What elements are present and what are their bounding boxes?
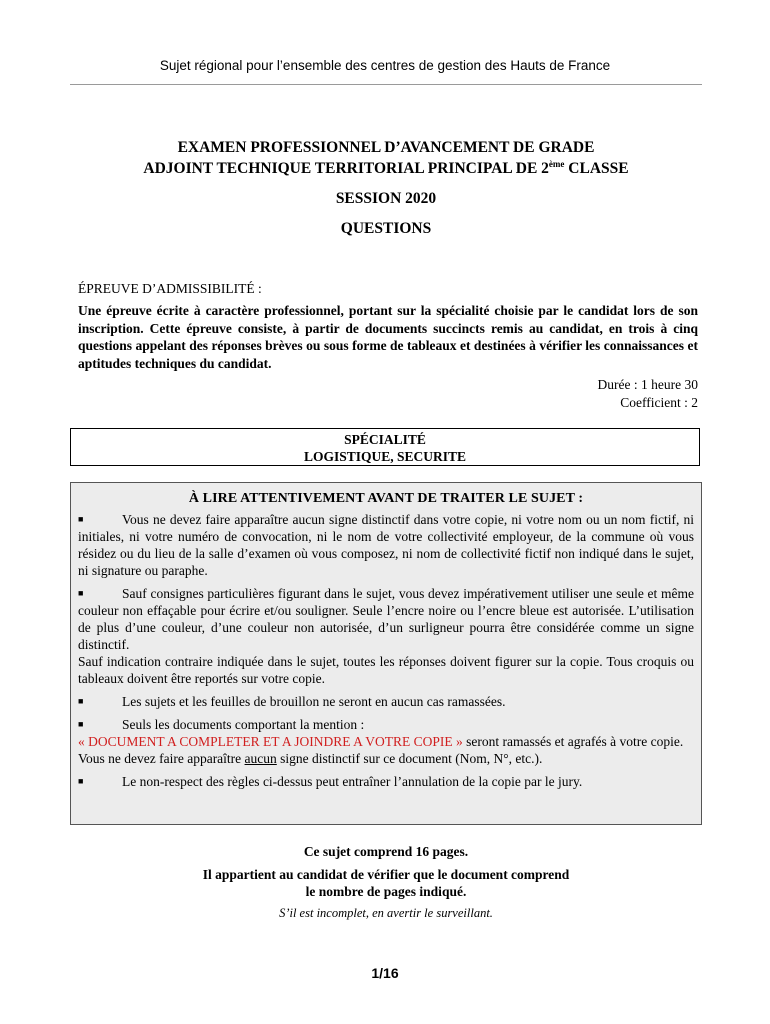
exam-title-line2 xyxy=(70,158,702,179)
exam-duration: Durée : 1 heure 30 xyxy=(597,377,698,392)
instruction-text: Sauf indication contraire indiquée dans le sujet, toutes les réponses doivent figurer sur la copie. Tous croquis ou tableaux doivent être reportés sur votre copie. xyxy=(78,654,694,686)
page-number: 1/16 xyxy=(371,965,399,981)
instruction-text: Seuls les documents comportant la mention : xyxy=(122,717,365,732)
exam-coefficient: Coefficient : 2 xyxy=(620,394,698,410)
page-count-note: Ce sujet comprend 16 pages. xyxy=(303,844,469,859)
square-bullet-icon: ■ xyxy=(78,776,84,786)
exam-questions-label: QUESTIONS xyxy=(340,220,432,237)
instruction-text: Les sujets et les feuilles de brouillon ne seront en aucun cas ramassées. xyxy=(122,694,506,709)
verify-note-line1: Il appartient au candidat de vérifier que le document comprend xyxy=(202,866,570,882)
exam-title-line2-text: ADJOINT TECHNIQUE TERRITORIAL PRINCIPAL DE 2 xyxy=(143,160,549,177)
exam-title-line2-suffix: CLASSE xyxy=(564,160,629,177)
exam-title-line1: EXAMEN PROFESSIONNEL D’AVANCEMENT DE GRADE xyxy=(177,139,595,156)
instruction-item xyxy=(78,511,694,579)
specialite-label: SPÉCIALITÉ xyxy=(344,432,426,447)
square-bullet-icon: ■ xyxy=(78,719,84,729)
exam-title-block xyxy=(70,137,702,239)
instruction-text-tail: seront ramassés et agrafés à votre copie. xyxy=(462,734,684,749)
epreuve-description: Une épreuve écrite à caractère professionnel, portant sur la spécialité choisie par le candidat lors de son inscription. Cette épreuve consiste, à partir de documents succincts remis au candidat, en trois à cinq questions appelant des réponses brèves ou sous forme de tableaux et destinées à vérifier les connaissances et aptitudes techniques du candidat. xyxy=(78,303,698,371)
header-divider xyxy=(70,84,702,85)
exam-session: SESSION 2020 xyxy=(335,190,437,207)
instruction-item xyxy=(78,585,694,687)
footer-notes xyxy=(70,843,702,922)
square-bullet-icon: ■ xyxy=(78,514,84,524)
verify-note-line2: le nombre de pages indiqué. xyxy=(305,884,467,899)
instructions-box xyxy=(70,482,702,825)
epreuve-label: ÉPREUVE D’ADMISSIBILITÉ : xyxy=(78,281,262,296)
document-mention-highlight: « DOCUMENT A COMPLETER ET A JOINDRE A VOTRE COPIE » xyxy=(78,734,463,749)
specialite-value: LOGISTIQUE, SECURITE xyxy=(303,448,467,464)
instruction-text: Vous ne devez faire apparaître aucun signe distinctif dans votre copie, ni votre nom ou un nom fictif, ni initiales, ni votre numéro de convocation, ni le nom de votre collectivité employeur, de la commune où vous résidez ou du lieu de la salle d’examen où vous composez, ni nom de collectivité fictif non indiqué dans le sujet, ni signature ou paraphe. xyxy=(78,512,694,578)
instruction-text: Le non-respect des règles ci-dessus peut entraîner l’annulation de la copie par le jury. xyxy=(122,774,583,789)
instruction-text xyxy=(78,750,694,767)
page-header: Sujet régional pour l’ensemble des centres de gestion des Hauts de France xyxy=(159,58,611,73)
instruction-text-pre: Vous ne devez faire apparaître xyxy=(78,751,245,766)
instructions-title: À LIRE ATTENTIVEMENT AVANT DE TRAITER LE SUJET : xyxy=(188,491,584,506)
specialite-box xyxy=(70,428,700,466)
instruction-text xyxy=(78,733,694,750)
instruction-item xyxy=(78,773,694,790)
square-bullet-icon: ■ xyxy=(78,696,84,706)
square-bullet-icon: ■ xyxy=(78,588,84,598)
exam-title-superscript: ème xyxy=(548,159,565,169)
exam-meta xyxy=(598,376,698,411)
instruction-text: Sauf consignes particulières figurant dans le sujet, vous devez impérativement utiliser une seule et même couleur non effaçable pour écrire et/ou souligner. Seule l’encre noire ou l’encre bleue est autorisée. L’utilisation de plus d’une couleur, d’une couleur non autorisée, d’un surligneur pourra être considérée comme un signe distinctif. xyxy=(78,586,694,652)
incomplete-note: S’il est incomplet, en avertir le surveillant. xyxy=(279,905,493,920)
underlined-word: aucun xyxy=(244,751,277,766)
instruction-text-post: signe distinctif sur ce document (Nom, N°, etc.). xyxy=(276,751,543,766)
instruction-item xyxy=(78,716,694,767)
instruction-item xyxy=(78,693,694,710)
